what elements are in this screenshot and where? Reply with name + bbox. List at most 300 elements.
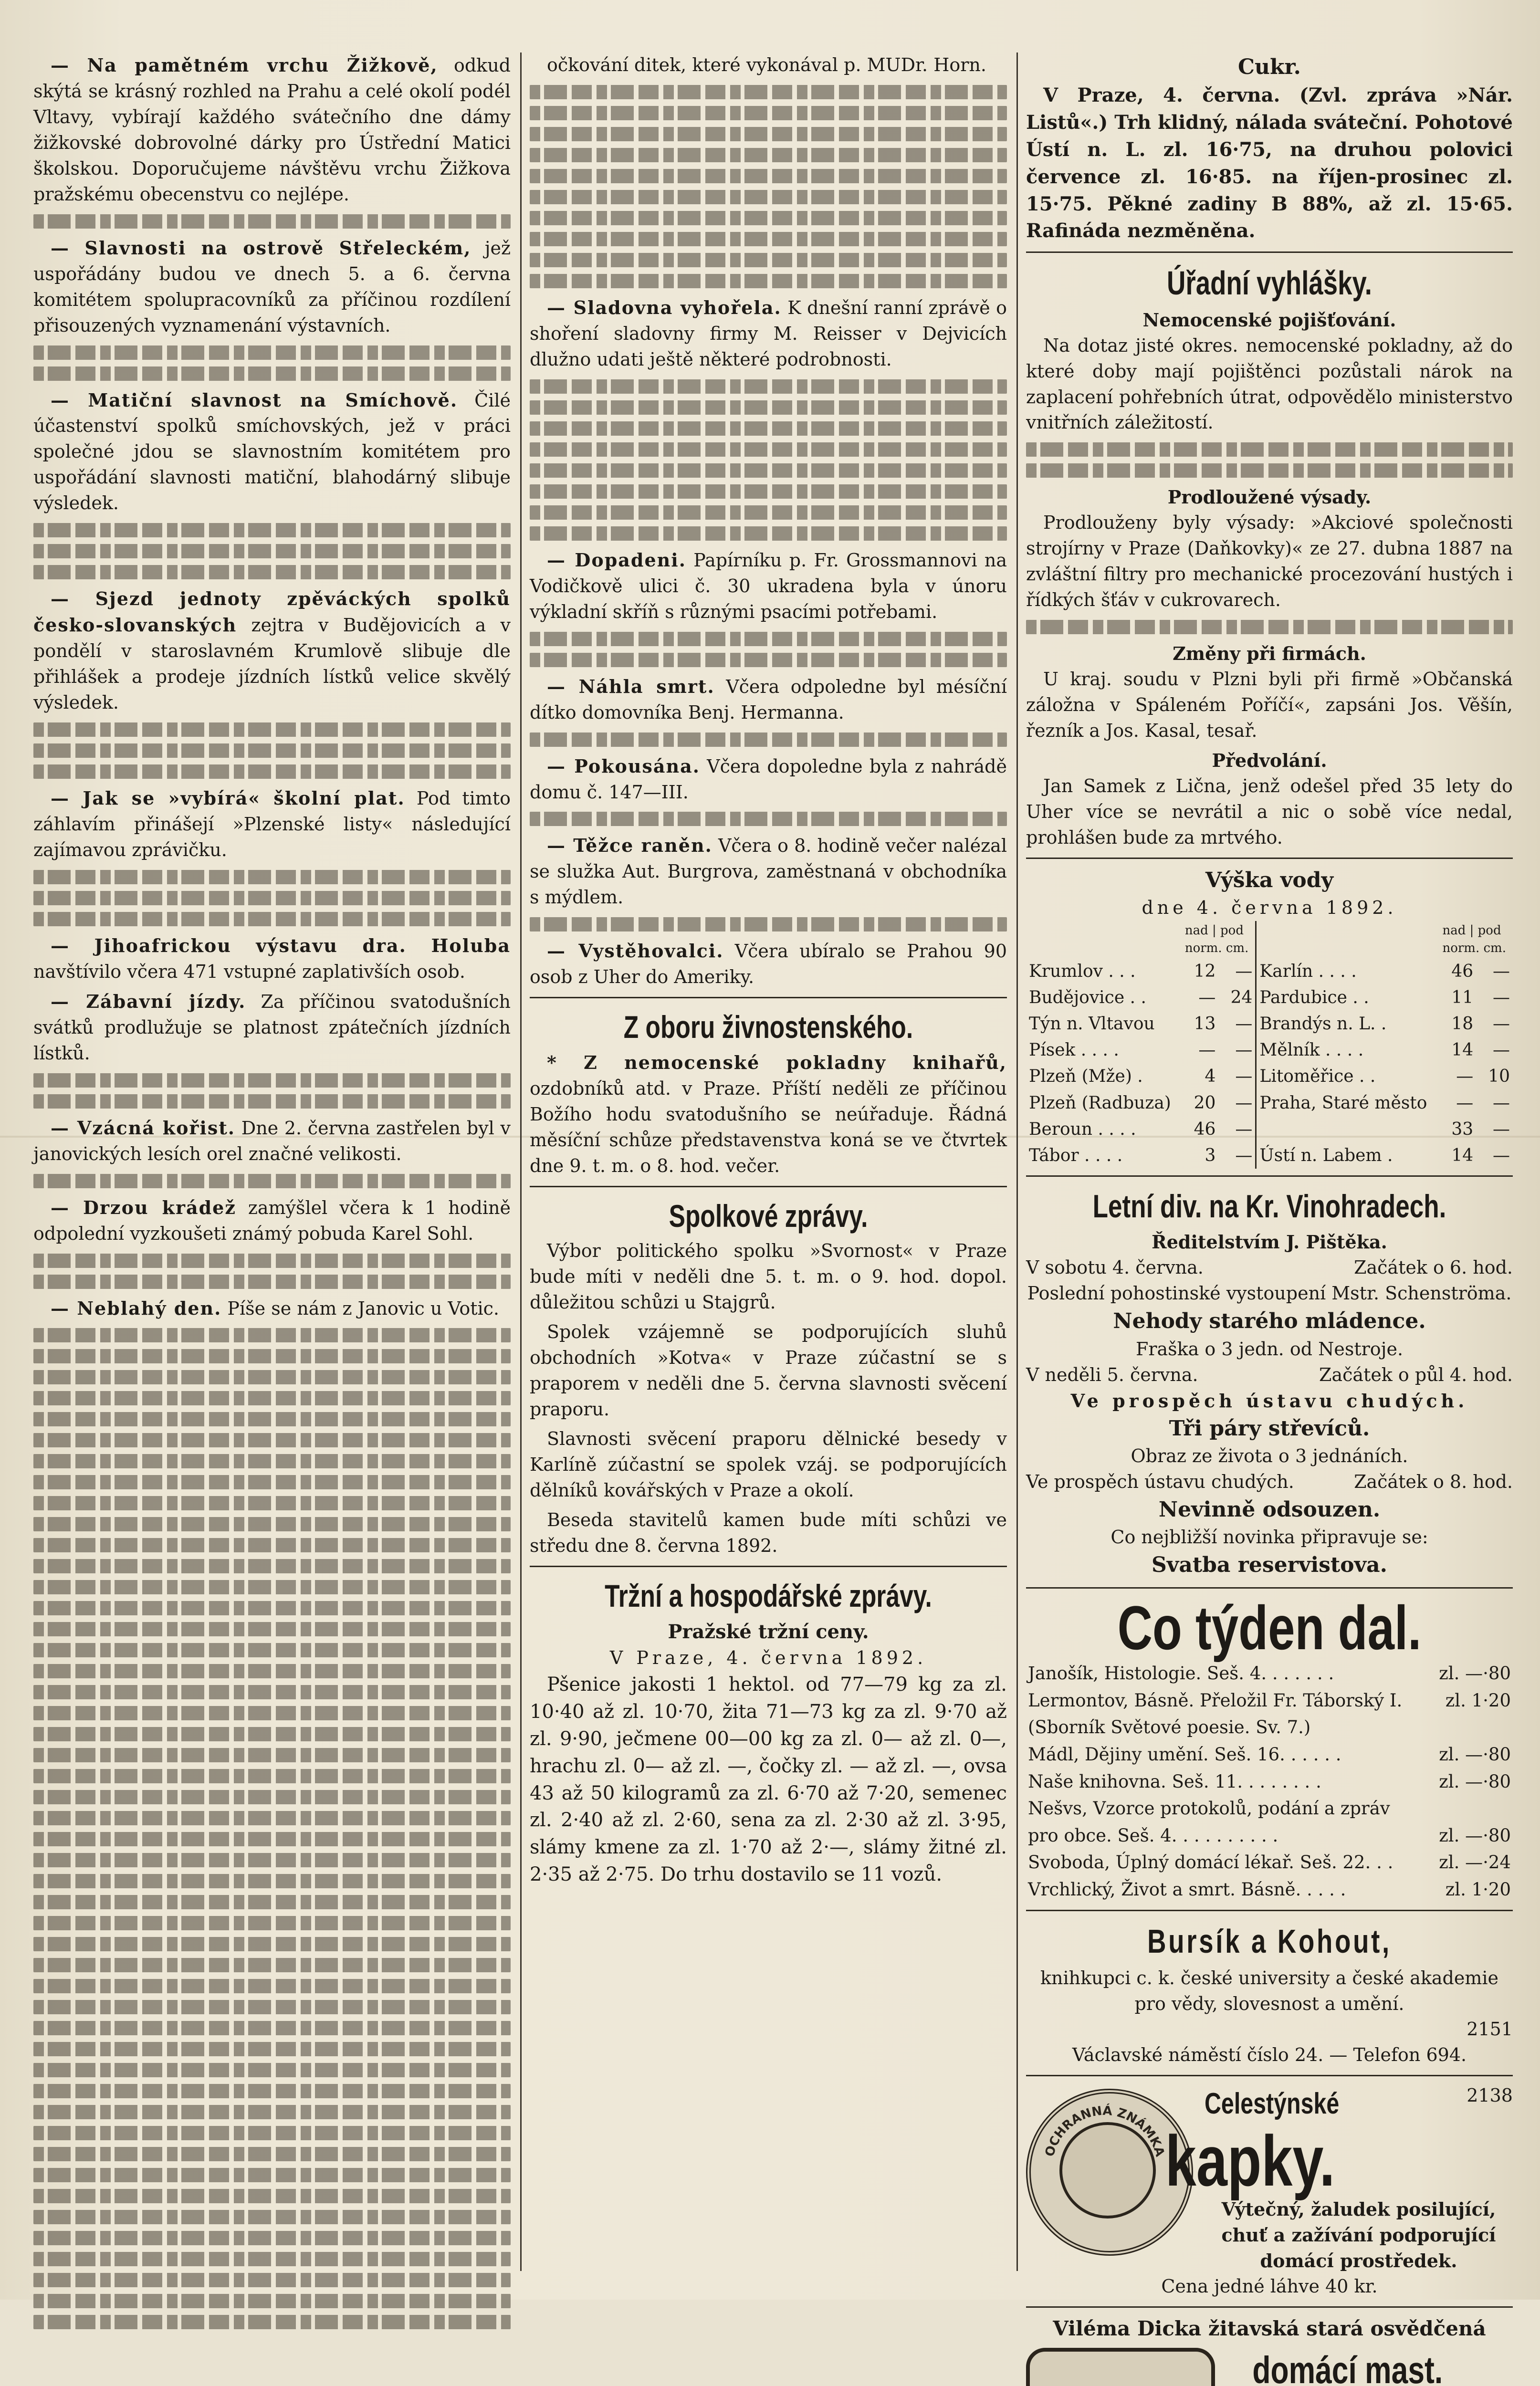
article-dopadeni	[530, 547, 1007, 625]
article-ockovani	[530, 52, 1007, 78]
text-line-placeholder	[33, 1094, 511, 1109]
water-level-row	[1026, 1116, 1513, 1142]
subheading-firmy: Změny při firmách.	[1173, 643, 1366, 665]
water-station: Plzeň (Radbuza)	[1029, 1093, 1171, 1113]
book-price: zl. —·80	[1439, 1744, 1511, 1765]
text-line-placeholder	[33, 1727, 511, 1741]
water-level-rows	[1026, 958, 1513, 1169]
article-text: Za příčinou svatodušních svátků prodlužuje se platnost zpátečních jízdních lístků.	[33, 991, 511, 1064]
water-above-norm: 14	[1451, 1145, 1474, 1165]
article-text: jež uspořádány budou ve dnech 5. a 6. června komitétem spolupracovníků za příčinou rozdílení přisouzených vyznamenání výstavních.	[33, 237, 511, 336]
water-below-norm: —	[1235, 962, 1253, 982]
market-prices-text: Pšenice jakosti 1 hektol. od 77—79 kg za zl. 10·40 až zl. 10·70, žita 71—73 kg za zl. 9·70 až zl. 9·90, ječmene 00—00 kg za zl. 0— až zl. 0—, hrachu zl. 0— až zl. —, čočky zl. — až zl. —, ovsa 43 až 50 kilogramů za zl. 6·70 až 7·20, semenec zl. 2·40 až zl. 2·60, sena za zl. 2·30 až zl. 3·95, slámy kmene za zl. 1·70 až 2·—, slámy žitné zl. 2·35 až 2·75. Do trhu dostavilo se 11 vozů.	[530, 1674, 1007, 1885]
bookseller-code: 2151	[1467, 2019, 1513, 2040]
book-row	[1026, 1795, 1513, 1822]
article-text: Pod timto záhlavím přinášejí »Plzenské listy« následující zajímavou zprávičku.	[33, 788, 511, 860]
article-text: K dnešní ranní zprávě o shoření sladovny firmy M. Reisser v Dejvicích dlužno udati ještě některé podrobnosti.	[530, 297, 1007, 370]
water-above-norm: 4	[1205, 1067, 1216, 1087]
water-level-row	[1026, 958, 1513, 984]
water-station: Litoměřice . .	[1256, 1063, 1440, 1089]
text-line-placeholder	[33, 1349, 511, 1363]
text-line-placeholder	[33, 1496, 511, 1510]
water-above-norm: 12	[1194, 962, 1216, 982]
water-station: Beroun . . . .	[1029, 1119, 1136, 1139]
text-line-placeholder	[530, 274, 1007, 288]
water-below-norm: 10	[1488, 1067, 1510, 1087]
book-title: Vrchlický, Život a smrt. Básně. . . . .	[1028, 1879, 1346, 1900]
bookseller-name: Bursík a Kohout,	[1147, 1923, 1392, 1960]
article-text: Včera ubíralo se Prahou 90 osob z Uher do Ameriky.	[530, 941, 1007, 988]
article-lead: — Drzou krádež	[51, 1196, 236, 1218]
text-line-placeholder	[33, 2168, 511, 2182]
text-line-placeholder	[33, 2315, 511, 2329]
water-above-norm: 3	[1205, 1145, 1216, 1165]
article-lead: — Sjezd jednoty zpěváckých spolků česko-slovanských	[33, 588, 511, 636]
water-above-norm: —	[1198, 988, 1216, 1008]
book-price: zl. —·80	[1439, 1663, 1511, 1684]
water-level-row	[1026, 1090, 1513, 1116]
water-below-norm: —	[1493, 1119, 1510, 1139]
article-lead: — Neblahý den.	[51, 1297, 222, 1319]
water-level-row	[1026, 1063, 1513, 1089]
text-line-placeholder	[33, 2231, 511, 2245]
water-below-norm: —	[1493, 962, 1510, 982]
text-line-placeholder	[33, 2021, 511, 2035]
article-vystehovalci	[530, 938, 1007, 990]
article-text: zamýšlel včera k 1 hodině odpolední vyzkoušeti známý pobuda Karel Sohl.	[33, 1197, 511, 1244]
article-pokousana	[530, 753, 1007, 806]
section-rule	[1026, 251, 1513, 253]
book-price: zl. —·80	[1439, 1771, 1511, 1792]
theatre-benefit: Ve prospěch ústavu chudých.	[1070, 1390, 1468, 1412]
section-subheading-ceny: Pražské tržní ceny.	[668, 1620, 869, 1643]
text-line-placeholder	[33, 2063, 511, 2077]
theatre-day: V neděli 5. června.	[1026, 1364, 1198, 1385]
theatre-note: Co nejbližší novinka připravuje se:	[1110, 1527, 1428, 1548]
article-lead: — Na pamětném vrchu Žižkově,	[51, 54, 438, 76]
text-line-placeholder	[33, 2294, 511, 2308]
water-station: Týn n. Vltavou	[1029, 1014, 1155, 1034]
text-line-placeholder	[530, 379, 1007, 394]
water-level-header-unit: norm. cm.	[1184, 941, 1249, 956]
text-line-placeholder	[530, 812, 1007, 826]
text-line-placeholder	[530, 526, 1007, 541]
book-price: zl. 1·20	[1445, 1690, 1511, 1711]
water-below-norm: —	[1235, 1014, 1253, 1034]
article-text: odkud skýtá se krásný rozhled na Prahu a celé okolí podél Vltavy, vybírají každého svátečního dne dámy žižkovské dobrovolné dárky pro Ústřední Matici školskou. Doporučujeme návštěvu vrchu Žižkova pražskému obecenstvu co nejlépe.	[33, 55, 511, 205]
section-heading-trzni: Tržní a hospodářské zprávy.	[605, 1578, 932, 1613]
water-station: Karlín . . . .	[1256, 958, 1440, 984]
theatre-time: Začátek o 8. hod.	[1354, 1471, 1513, 1493]
section-rule	[1026, 1587, 1513, 1589]
ointment-advert	[1026, 2343, 1513, 2386]
column-2	[530, 52, 1007, 2281]
article-text: Včera odpoledne byl mésíční dítko domovníka Benj. Hermanna.	[530, 676, 1007, 723]
water-below-norm: —	[1493, 988, 1510, 1008]
cukr-heading: Cukr.	[1238, 55, 1301, 79]
water-above-norm: 20	[1194, 1093, 1216, 1113]
section-rule	[1026, 2075, 1513, 2076]
water-below-norm: —	[1493, 1040, 1510, 1060]
text-line-placeholder	[530, 632, 1007, 646]
text-line-placeholder	[33, 1685, 511, 1699]
text-line-placeholder	[33, 2252, 511, 2266]
drops-price: Cena jedné láhve 40 kr.	[1161, 2276, 1378, 2297]
text-line-placeholder	[33, 1454, 511, 1468]
water-above-norm: 46	[1451, 962, 1474, 982]
article-sladovna	[530, 295, 1007, 373]
text-line-placeholder	[33, 565, 511, 579]
text-line-placeholder	[33, 1073, 511, 1088]
section-rule	[530, 997, 1007, 998]
text-line-placeholder	[530, 484, 1007, 499]
article-neblahy-den	[33, 1296, 511, 1322]
article-lead: — Jihoafrickou výstavu dra. Holuba	[51, 934, 511, 956]
text-line-placeholder	[530, 421, 1007, 436]
text-line-placeholder	[33, 912, 511, 926]
water-station: Písek . . . .	[1029, 1040, 1119, 1060]
book-title: Nešvs, Vzorce protokolů, podání a zpráv	[1028, 1798, 1390, 1819]
text-line-placeholder	[33, 1853, 511, 1867]
text-line-placeholder	[33, 2273, 511, 2287]
article-lead: — Sladovna vyhořela.	[547, 296, 782, 318]
text-line-placeholder	[33, 2126, 511, 2140]
water-above-norm: 13	[1194, 1014, 1216, 1034]
theatre-day: V sobotu 4. června.	[1026, 1257, 1204, 1278]
column-3	[1026, 52, 1513, 2386]
water-level-row	[1026, 984, 1513, 1011]
book-row	[1026, 1876, 1513, 1904]
article-tezce-ranen	[530, 833, 1007, 910]
water-below-norm: —	[1235, 1119, 1253, 1139]
water-above-norm: 11	[1451, 988, 1474, 1008]
text-line-placeholder	[530, 127, 1007, 141]
books-heading: Co týden dal.	[1117, 1592, 1422, 1663]
article-lead: — Vzácná kořist.	[51, 1117, 236, 1139]
theatre-director: Ředitelstvím J. Pištěka.	[1152, 1231, 1387, 1253]
text-line-placeholder	[33, 1517, 511, 1531]
text-line-placeholder	[530, 190, 1007, 204]
article-nahla-smrt	[530, 674, 1007, 726]
text-line-placeholder	[33, 1433, 511, 1447]
theatre-time: Začátek o 6. hod.	[1354, 1257, 1513, 1278]
water-below-norm: —	[1235, 1040, 1253, 1060]
text-line-placeholder	[33, 2000, 511, 2014]
cukr-text: V Praze, 4. června. (Zvl. zpráva »Nár. Listů«.) Trh klidný, nálada sváteční. Pohotové Ústí n. L. zl. 16·75, na druhou polovici července zl. 16·85. na říjen-prosinec zl. 15·75. Pěkné zadiny B 88%, až zl. 15·65. Rafináda nezměněna.	[1026, 84, 1513, 242]
water-level-row	[1026, 1142, 1513, 1169]
water-level-row	[1026, 1011, 1513, 1037]
section-heading-uradni: Úřadní vyhlášky.	[1167, 264, 1372, 302]
article-beseda-kamen: Beseda stavitelů kamen bude míti schůzi ve středu dne 8. června 1892.	[530, 1509, 1007, 1556]
text-line-placeholder	[33, 870, 511, 884]
text-line-placeholder	[1026, 463, 1513, 478]
article-firmy: U kraj. soudu v Plzni byli při firmě »Občanská záložna v Spáleném Poříčí«, zapsáni Jos. Věšín, řezník a Jos. Kasal, tesař.	[1026, 669, 1513, 742]
article-text: zejtra v Budějovicích a v pondělí v staroslavném Krumlově slibuje dle přihlášek a prodeje jízdních lístků velice skvělý výsledek.	[33, 615, 511, 713]
book-row	[1026, 1822, 1513, 1850]
water-level-header-unit: norm. cm.	[1442, 941, 1506, 956]
text-line-placeholder	[33, 366, 511, 381]
article-lead: — Vystěhovalci.	[547, 940, 724, 962]
subheading-nemocenske: Nemocenské pojišťování.	[1142, 309, 1396, 331]
drops-text: Výtečný, žaludek posilující, chuť a zažívání podporující domácí prostředek.	[1221, 2198, 1496, 2272]
article-zizkov	[33, 52, 511, 208]
column-1	[33, 52, 511, 2281]
text-line-placeholder	[33, 1790, 511, 1804]
drops-title: Celestýnské	[1205, 2087, 1340, 2121]
article-zabavni-jizdy	[33, 989, 511, 1067]
text-line-placeholder	[530, 463, 1007, 478]
book-rows	[1026, 1660, 1513, 1903]
text-line-placeholder	[33, 1328, 511, 1342]
water-level-heading: Výška vody	[1205, 868, 1334, 892]
article-korist	[33, 1115, 511, 1167]
article-lead: — Těžce raněn.	[547, 835, 712, 857]
article-skolni-plat	[33, 785, 511, 863]
water-station: Pardubice . .	[1256, 984, 1440, 1011]
text-line-placeholder	[530, 400, 1007, 415]
text-line-placeholder	[530, 232, 1007, 246]
drops-title-large: kapky.	[1165, 2121, 1335, 2201]
article-text: Včera o 8. hodině večer nalézal se služka Aut. Burgrova, zaměstnaná v obchodníka s mýdlem.	[530, 835, 1007, 908]
book-title: Janošík, Histologie. Seš. 4. . . . . . .	[1028, 1663, 1334, 1684]
water-station	[1256, 1116, 1440, 1142]
book-row	[1026, 1687, 1513, 1715]
text-line-placeholder	[33, 1412, 511, 1426]
text-line-placeholder	[33, 1916, 511, 1930]
text-line-placeholder	[530, 653, 1007, 667]
theatre-benefit: Ve prospěch ústavu chudých.	[1026, 1471, 1294, 1493]
text-line-placeholder	[33, 523, 511, 537]
book-price: zl. 1·20	[1445, 1879, 1511, 1900]
article-text: Papírníku p. Fr. Grossmannovi na Vodičkově ulici č. 30 ukradena byla v únoru výkladní skříň s různými psacími potřebami.	[530, 549, 1007, 622]
book-title: Mádl, Dějiny umění. Seš. 16. . . . . .	[1028, 1744, 1341, 1765]
book-title: Naše knihovna. Seš. 11. . . . . . . .	[1028, 1771, 1321, 1792]
theatre-play-subtitle: Obraz ze života o 3 jednáních.	[1131, 1445, 1408, 1467]
text-line-placeholder	[33, 1391, 511, 1405]
text-line-placeholder	[33, 2084, 511, 2098]
text-line-placeholder	[33, 891, 511, 905]
section-rule	[530, 1186, 1007, 1187]
text-line-placeholder	[33, 743, 511, 758]
water-level-header: nad | pod	[1184, 923, 1244, 938]
text-line-placeholder	[33, 214, 511, 229]
article-lead: — Zábavní jízdy.	[51, 990, 246, 1012]
water-above-norm: —	[1456, 1093, 1474, 1113]
article-text: navštívilo včera 471 vstupné zaplativších osob.	[33, 961, 465, 982]
theatre-play-title: Tři páry střevíců.	[1169, 1416, 1370, 1441]
section-rule	[1026, 1175, 1513, 1177]
section-heading-spolkove: Spolkové zprávy.	[669, 1198, 868, 1234]
text-line-placeholder	[530, 442, 1007, 457]
text-line-placeholder	[33, 1275, 511, 1289]
article-text: Píše se nám z Janovic u Votic.	[227, 1298, 499, 1319]
text-line-placeholder	[33, 722, 511, 737]
water-station: Mělník . . . .	[1256, 1037, 1440, 1063]
section-rule	[1026, 858, 1513, 859]
book-row	[1026, 1769, 1513, 1796]
book-row	[1026, 1714, 1513, 1741]
article-nemocenske: Na dotaz jisté okres. nemocenské pokladny, až do které doby mají pojištěnci pozůstali nárok na zaplacení pohřebních útrat, odpovědělo ministerstvo vnitřních záležitostí.	[1026, 335, 1513, 433]
theatre-schedule-row	[1026, 1362, 1513, 1388]
book-title: Lermontov, Básně. Přeložil Fr. Táborský I.	[1028, 1690, 1403, 1711]
water-below-norm: —	[1235, 1093, 1253, 1113]
water-station: Budějovice . .	[1029, 988, 1146, 1008]
water-below-norm: —	[1493, 1093, 1510, 1113]
text-line-placeholder	[33, 1958, 511, 1972]
water-level-table	[1026, 921, 1513, 1169]
book-row	[1026, 1660, 1513, 1687]
theatre-schedule-row	[1026, 1255, 1513, 1281]
text-line-placeholder	[33, 764, 511, 779]
text-line-placeholder	[33, 544, 511, 558]
book-title: Svoboda, Úplný domácí lékař. Seš. 22. . .	[1028, 1852, 1393, 1873]
article-lead: — Jak se »vybírá« školní plat.	[51, 787, 405, 809]
article-text: Dne 2. června zastřelen byl v janovických lesích orel značné velikosti.	[33, 1117, 511, 1164]
water-above-norm: 46	[1194, 1119, 1216, 1139]
text-line-placeholder	[33, 2147, 511, 2161]
water-station: Ústí n. Labem .	[1256, 1142, 1440, 1169]
text-line-placeholder	[33, 1559, 511, 1573]
article-lead: — Náhla smrt.	[547, 675, 715, 697]
article-sjezd	[33, 586, 511, 716]
water-station: Plzeň (Mže) .	[1029, 1067, 1143, 1087]
water-above-norm: 14	[1451, 1040, 1474, 1060]
theatre-play-title: Nevinně odsouzen.	[1158, 1497, 1381, 1522]
water-level-date: dne 4. června 1892.	[1142, 897, 1397, 919]
text-line-placeholder	[530, 505, 1007, 520]
article-lead: — Slavnosti na ostrově Střeleckém,	[51, 237, 471, 259]
text-line-placeholder	[33, 1937, 511, 1951]
section-rule	[530, 1566, 1007, 1567]
water-below-norm: —	[1235, 1067, 1253, 1087]
drops-advert	[1026, 2083, 1513, 2300]
text-line-placeholder	[33, 2105, 511, 2119]
ointment-line: Viléma Dicka žitavská stará osvědčená	[1053, 2317, 1486, 2341]
article-nemocenska-knihari	[530, 1050, 1007, 1179]
text-line-placeholder	[33, 345, 511, 360]
text-line-placeholder	[33, 1832, 511, 1846]
text-line-placeholder	[530, 85, 1007, 99]
book-row	[1026, 1849, 1513, 1876]
water-station: Tábor . . . .	[1029, 1145, 1123, 1165]
article-text: Včera dopoledne byla z nahrádě domu č. 147—III.	[530, 755, 1007, 803]
article-predvolani: Jan Samek z Lična, jenž odešel před 35 lety do Uher více se nevrátil a nic o sobě více nedal, prohlášen bude za mrtvého.	[1026, 775, 1513, 848]
text-line-placeholder	[33, 2042, 511, 2056]
text-line-placeholder	[530, 106, 1007, 120]
article-kotva: Spolek vzájemně se podporujících sluhů obchodních »Kotva« v Praze zúčastní se s praporem v neděli dne 5. června slavnosti svěcení praporu.	[530, 1321, 1007, 1420]
text-line-placeholder	[33, 1643, 511, 1657]
text-line-placeholder	[33, 1580, 511, 1594]
water-above-norm: —	[1456, 1067, 1474, 1087]
drops-code: 2138	[1467, 2085, 1513, 2106]
article-kradez	[33, 1195, 511, 1247]
article-lead: * Z nemocenské pokladny knihařů,	[547, 1051, 1007, 1073]
text-line-placeholder	[33, 2210, 511, 2224]
theatre-play-title: Svatba reservistova.	[1151, 1553, 1387, 1578]
dateline: V Praze, 4. června 1892.	[609, 1647, 927, 1669]
water-below-norm: —	[1493, 1145, 1510, 1165]
text-line-placeholder	[33, 1622, 511, 1636]
section-heading-zivnostensky: Z oboru živnostenského.	[623, 1009, 913, 1045]
ointment-title: domácí mast.	[1252, 2348, 1443, 2386]
text-line-placeholder	[530, 733, 1007, 747]
bookseller-text: knihkupci c. k. české university a české akademie pro vědy, slovesnost a umění.	[1040, 1967, 1499, 2014]
article-lead: — Dopadeni.	[547, 549, 686, 571]
text-line-placeholder	[1026, 620, 1513, 634]
water-level-row	[1026, 1037, 1513, 1063]
text-line-placeholder	[33, 2189, 511, 2203]
theatre-play-subtitle: Fraška o 3 jedn. od Nestroje.	[1135, 1338, 1404, 1360]
book-price: zl. —·80	[1439, 1825, 1511, 1846]
text-line-placeholder	[33, 1174, 511, 1188]
text-line-placeholder	[33, 1895, 511, 1909]
seal-text: OCHRANNÁ ZNÁMKA	[1042, 2104, 1167, 2159]
subheading-predvolani: Předvolání.	[1212, 749, 1327, 771]
section-rule	[1026, 1910, 1513, 1911]
bookseller-address: Václavské náměstí číslo 24. — Telefon 694.	[1072, 2044, 1467, 2066]
text-line-placeholder	[33, 1254, 511, 1268]
section-rule	[1026, 2306, 1513, 2308]
water-level-header: nad | pod	[1442, 923, 1501, 938]
subheading-vysady: Prodloužené výsady.	[1167, 486, 1372, 508]
text-line-placeholder	[1026, 442, 1513, 457]
article-text: očkování ditek, které vykonával p. MUDr. Horn.	[547, 54, 986, 75]
water-above-norm: 33	[1451, 1119, 1474, 1139]
water-below-norm: —	[1235, 1145, 1253, 1165]
water-below-norm: —	[1493, 1014, 1510, 1034]
text-line-placeholder	[33, 1475, 511, 1489]
book-title: pro obce. Seš. 4. . . . . . . . . .	[1028, 1825, 1278, 1846]
article-lead: — Matiční slavnost na Smíchově.	[51, 389, 458, 411]
theatre-play-title: Nehody starého mládence.	[1113, 1309, 1426, 1334]
water-above-norm: —	[1198, 1040, 1216, 1060]
text-line-placeholder	[33, 1601, 511, 1615]
article-lead: — Pokousána.	[547, 755, 700, 777]
water-station: Krumlov . . .	[1029, 962, 1136, 982]
article-karlin-beseda: Slavnosti svěcení praporu dělnické besedy v Karlíně zúčastní se spolek vzáj. se podporujících dělníků kovářských v Praze a okolí.	[530, 1428, 1007, 1501]
text-line-placeholder	[33, 1370, 511, 1384]
text-line-placeholder	[33, 1979, 511, 1993]
water-station: Brandýs n. L. .	[1256, 1011, 1440, 1037]
books-table	[1026, 1660, 1513, 1903]
text-line-placeholder	[33, 1748, 511, 1762]
text-line-placeholder	[33, 1706, 511, 1720]
article-holub	[33, 933, 511, 985]
article-strelecky	[33, 235, 511, 339]
water-above-norm: 18	[1451, 1014, 1474, 1034]
text-line-placeholder	[530, 917, 1007, 931]
text-line-placeholder	[33, 1769, 511, 1783]
column-rule	[520, 52, 522, 2271]
water-below-norm: 24	[1230, 988, 1253, 1008]
book-title: (Sborník Světové poesie. Sv. 7.)	[1028, 1717, 1311, 1738]
text-line-placeholder	[530, 148, 1007, 162]
book-price: zl. —·24	[1439, 1852, 1511, 1873]
book-price	[1432, 1714, 1513, 1741]
book-row	[1026, 1741, 1513, 1769]
article-vysady: Prodlouženy byly výsady: »Akciové společnosti strojírny v Praze (Daňkovky)« ze 27. dubna 1887 na zvláštní filtry pro mechanické procezování hustých i řídkých šťáv v cukrovarech.	[1026, 512, 1513, 611]
text-line-placeholder	[33, 1811, 511, 1825]
theatre-schedule-row	[1026, 1469, 1513, 1495]
article-svornost: Výbor politického spolku »Svornost« v Praze bude míti v neděli dne 5. t. m. o 9. hod. dopol. důležitou schůzi u Stajgrů.	[530, 1240, 1007, 1313]
text-line-placeholder	[530, 253, 1007, 267]
text-line-placeholder	[33, 1538, 511, 1552]
article-text: ozdobníků atd. v Praze. Příští neděli ze příčinou Božího hodu svatodušního se neúřaduje. Řádná měsíční schůze představenstva koná se ve čtvrtek dne 9. t. m. o 8. hod. večer.	[530, 1078, 1007, 1176]
text-line-placeholder	[530, 211, 1007, 225]
text-line-placeholder	[33, 1664, 511, 1678]
book-price	[1432, 1795, 1513, 1822]
column-rule	[1016, 52, 1018, 2271]
